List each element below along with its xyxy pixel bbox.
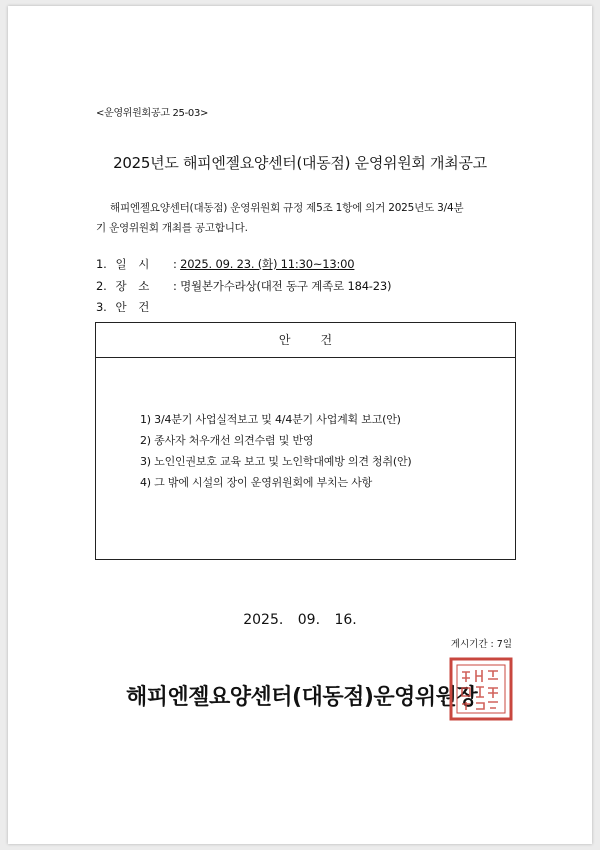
info-label: 일 시 [115,257,154,271]
info-label: 장 소 [115,279,154,293]
agenda-item: 3) 노인인권보호 교육 보고 및 노인학대예방 의견 청취(안) [140,455,412,468]
document-page [8,6,592,844]
intro-line-2: 기 운영위원회 개최를 공고합니다. [96,222,248,234]
agenda-item: 1) 3/4분기 사업실적보고 및 4/4분기 사업계획 보고(안) [140,413,401,426]
info-num: 2. [96,279,107,293]
agenda-item: 4) 그 밖에 시설의 장이 운영위원회에 부치는 사항 [140,476,373,489]
agenda-header: 안건 [96,323,515,358]
agenda-box [95,322,516,560]
info-value: 명월본가수라상(대전 동구 계족로 184-23) [180,279,392,293]
intro-paragraph [96,198,516,238]
info-value: 2025. 09. 23. (화) 11:30~13:00 [180,257,355,271]
info-label: 안 건 [115,300,154,314]
info-num: 1. [96,257,107,271]
posting-period: 게시기간 : 7일 [450,639,512,650]
info-num: 3. [96,300,107,314]
intro-line-1: 해피엔젤요양센터(대동점) 운영위원회 규정 제5조 1항에 의거 2025년도 3/4분 [110,202,464,214]
agenda-item: 2) 종사자 처우개선 의견수렴 및 반영 [140,434,314,447]
page-title: 2025년도 해피엔젤요양센터(대동점) 운영위원회 개최공고 [113,154,487,172]
signer-name: 해피엔젤요양센터(대동점)운영위원장 [126,685,478,710]
info-row-datetime: 1. 일 시 : 2025. 09. 23. (화) 11:30~13:00 [96,257,355,271]
info-row-location: 2. 장 소 : 명월본가수라상(대전 동구 계족로 184-23) [96,279,392,293]
official-seal-icon [448,656,514,722]
notice-date: 2025. 09. 16. [243,612,357,628]
info-row-agenda [96,299,169,315]
agenda-list [140,409,412,493]
notice-number: <운영위원회공고 25-03> [96,108,209,119]
